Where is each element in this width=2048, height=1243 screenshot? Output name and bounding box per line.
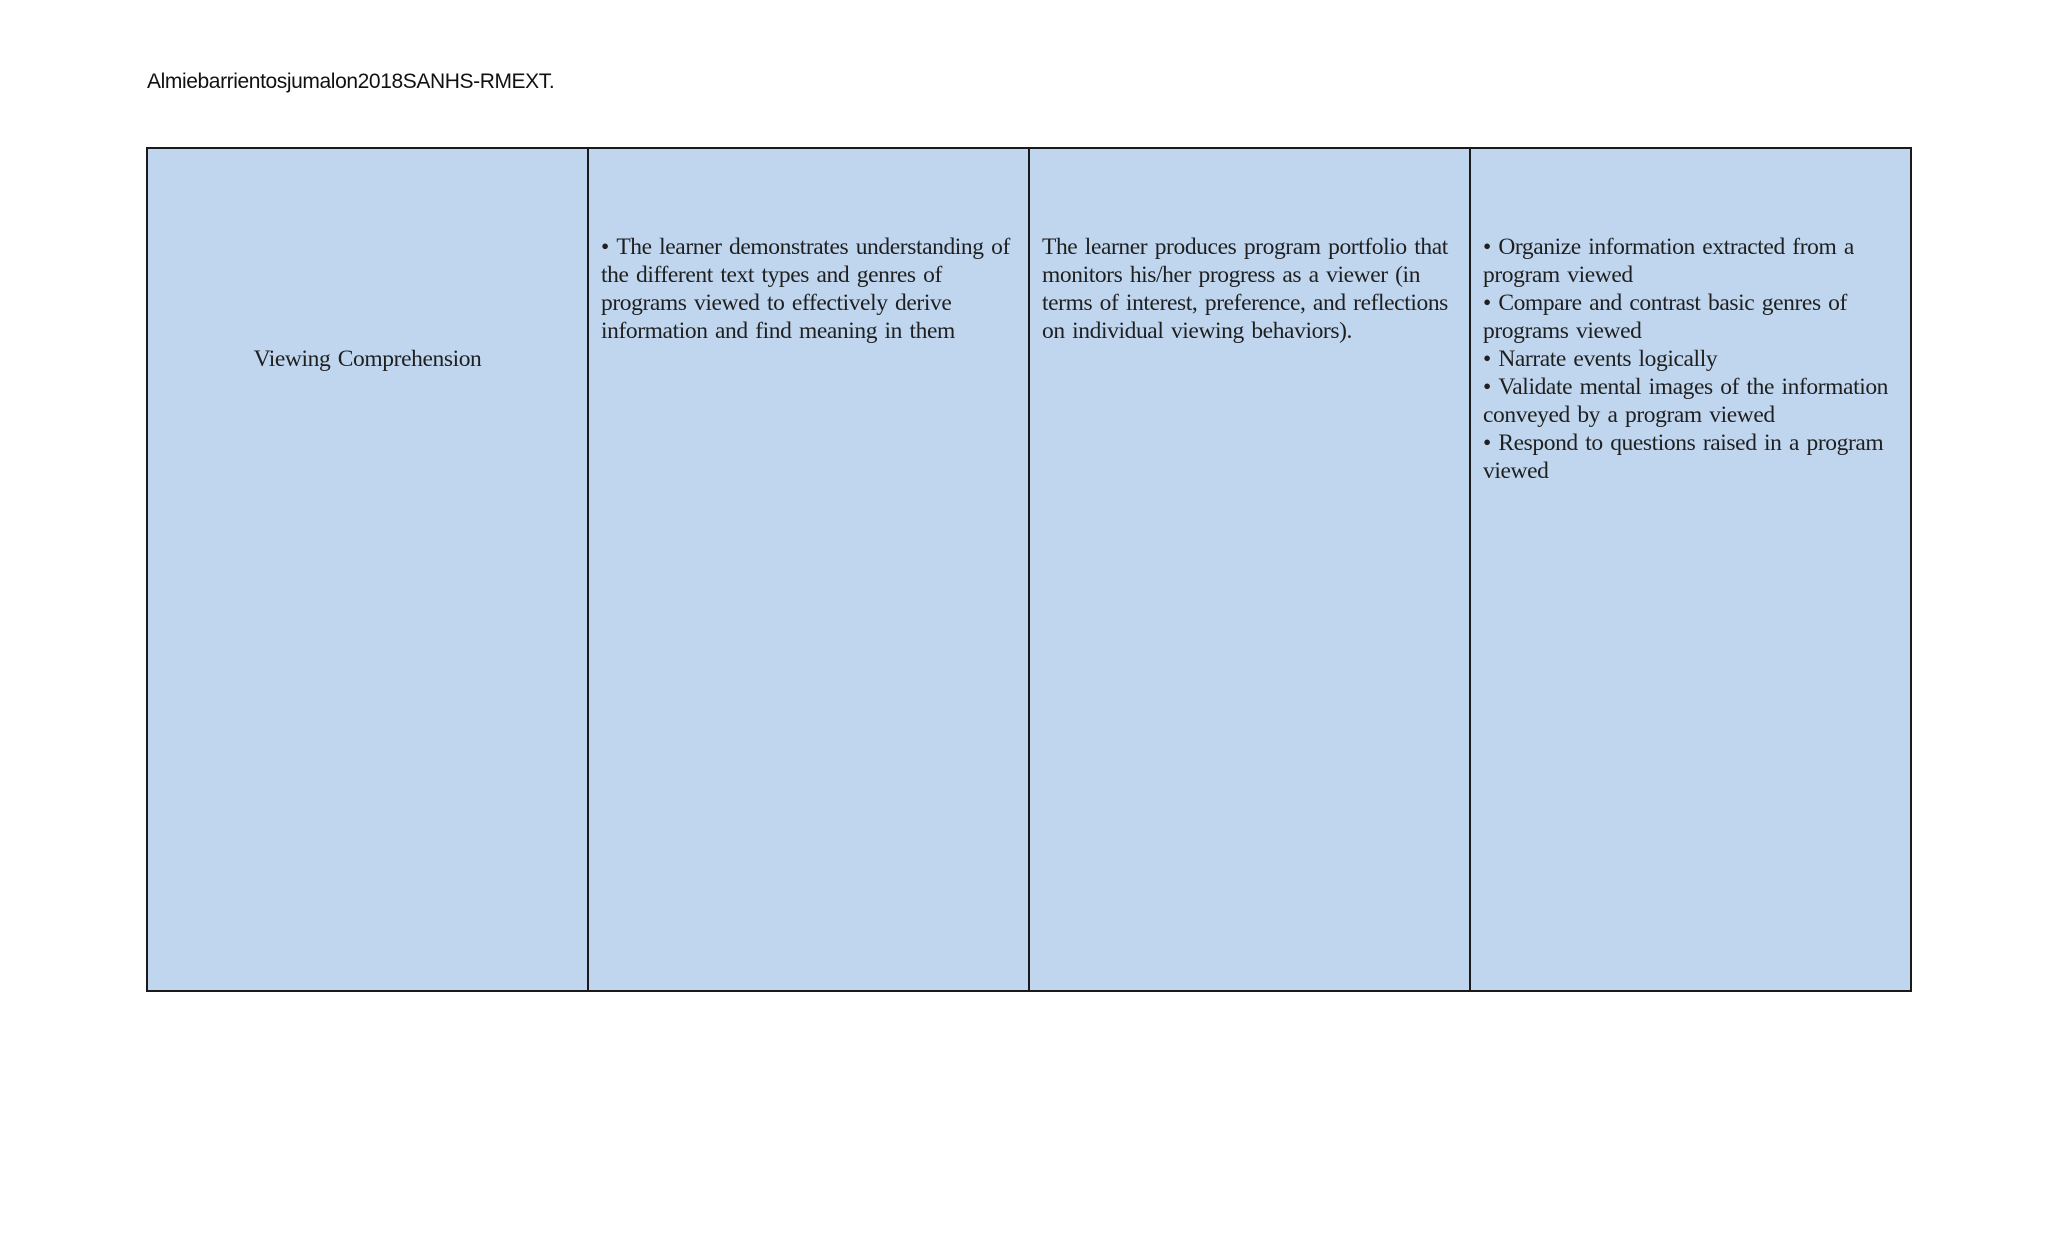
- page-header-text: Almiebarrientosjumalon2018SANHS-RMEXT.: [147, 70, 555, 93]
- performance-standard-text: The learner produces program portfolio that monitors his/her progress as a viewer (in terms of interest, preference, and reflections on individual viewing behaviors).: [1042, 234, 1448, 344]
- competency-item: • Respond to questions raised in a program viewed: [1483, 429, 1898, 485]
- competency-item: • Compare and contrast basic genres of programs viewed: [1483, 289, 1898, 345]
- domain-cell: [147, 148, 588, 991]
- content-standard-list: [601, 233, 1016, 345]
- domain-label: Viewing Comprehension: [253, 346, 482, 372]
- competency-item: • Organize information extracted from a program viewed: [1483, 233, 1898, 289]
- curriculum-table: [146, 147, 1912, 992]
- competency-item: • Narrate events logically: [1483, 345, 1898, 373]
- competencies-list: [1483, 233, 1898, 485]
- competency-item: • Validate mental images of the information conveyed by a program viewed: [1483, 373, 1898, 429]
- table-row: [147, 148, 1911, 991]
- content-standard-cell: [588, 148, 1029, 991]
- competencies-cell: [1470, 148, 1911, 991]
- performance-standard-cell: [1029, 148, 1470, 991]
- content-standard-text: • The learner demonstrates understanding of the different text types and genres of programs viewed to effectively derive information and find meaning in them: [601, 233, 1016, 345]
